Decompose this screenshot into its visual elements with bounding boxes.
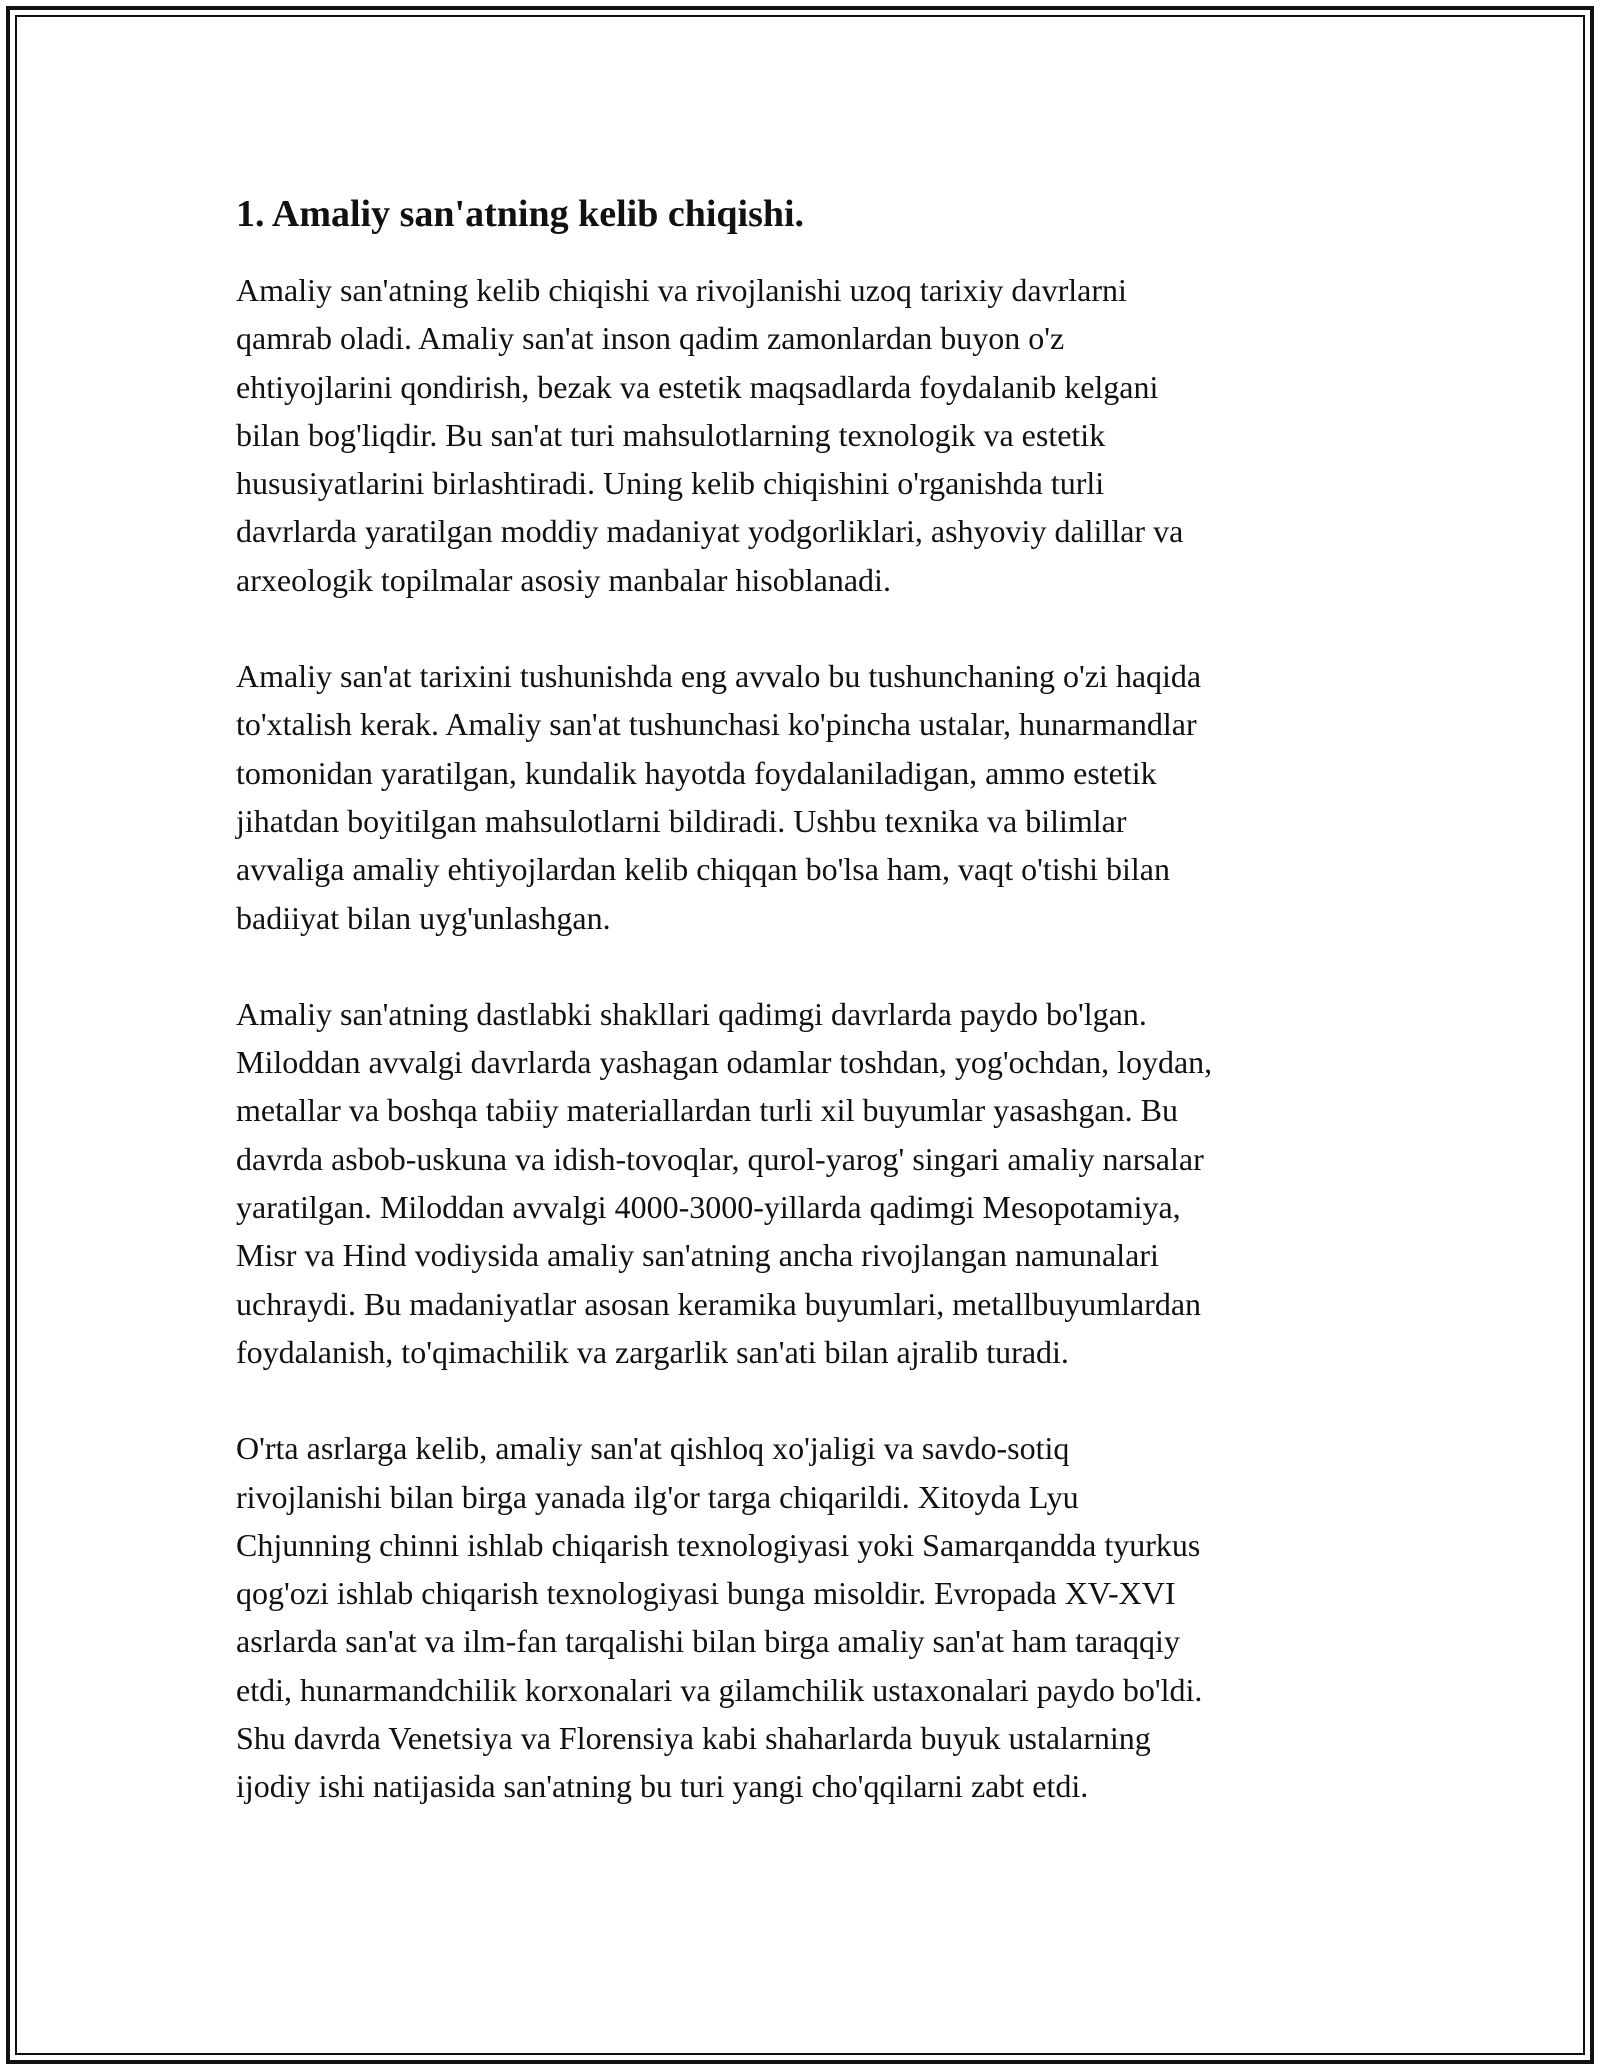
paragraph xyxy=(236,1424,1366,1810)
paragraph-line: ehtiyojlarini qondirish, bezak va estetik maqsadlarda foydalanib kelgani xyxy=(236,368,1159,405)
paragraph-line: bilan bog'liqdir. Bu san'at turi mahsulotlarning texnologik va estetik xyxy=(236,416,1106,453)
paragraph-list xyxy=(236,266,1366,1811)
paragraph-line: ijodiy ishi natijasida san'atning bu turi yangi cho'qqilarni zabt etdi. xyxy=(236,1768,1089,1805)
paragraph-line: tomonidan yaratilgan, kundalik hayotda foydalaniladigan, ammo estetik xyxy=(236,754,1157,791)
paragraph-line: davrlarda yaratilgan moddiy madaniyat yodgorliklari, ashyoviy dalillar va xyxy=(236,513,1184,550)
paragraph-line: Miloddan avvalgi davrlarda yashagan odamlar toshdan, yog'ochdan, loydan, xyxy=(236,1044,1213,1081)
paragraph-line: qog'ozi ishlab chiqarish texnologiyasi bunga misoldir. Evropada XV-XVI xyxy=(236,1575,1176,1612)
document-body xyxy=(236,186,1366,1811)
paragraph-line: foydalanish, to'qimachilik va zargarlik san'ati bilan ajralib turadi. xyxy=(236,1333,1069,1370)
section-title: 1. Amaliy san'atning kelib chiqishi. xyxy=(236,193,805,235)
paragraph-line: O'rta asrlarga kelib, amaliy san'at qishloq xo'jaligi va savdo-sotiq xyxy=(236,1430,1070,1467)
paragraph-line: qamrab oladi. Amaliy san'at inson qadim zamonlardan buyon o'z xyxy=(236,320,1065,357)
paragraph-line: to'xtalish kerak. Amaliy san'at tushunchasi ko'pincha ustalar, hunarmandlar xyxy=(236,706,1197,743)
paragraph-line: Chjunning chinni ishlab chiqarish texnologiyasi yoki Samarqandda tyurkus xyxy=(236,1526,1201,1563)
paragraph-line: davrda asbob-uskuna va idish-tovoqlar, qurol-yarog' singari amaliy narsalar xyxy=(236,1140,1204,1177)
paragraph xyxy=(236,266,1366,604)
paragraph xyxy=(236,990,1366,1376)
paragraph-line: Amaliy san'atning dastlabki shakllari qadimgi davrlarda paydo bo'lgan. xyxy=(236,995,1147,1032)
paragraph-line: asrlarda san'at va ilm-fan tarqalishi bilan birga amaliy san'at ham taraqqiy xyxy=(236,1623,1180,1660)
paragraph-line: Amaliy san'at tarixini tushunishda eng avvalo bu tushunchaning o'zi haqida xyxy=(236,658,1202,695)
paragraph xyxy=(236,652,1366,942)
paragraph-line: etdi, hunarmandchilik korxonalari va gilamchilik ustaxonalari paydo bo'ldi. xyxy=(236,1671,1203,1708)
paragraph-line: Shu davrda Venetsiya va Florensiya kabi shaharlarda buyuk ustalarning xyxy=(236,1720,1151,1757)
paragraph-line: metallar va boshqa tabiiy materiallardan turli xil buyumlar yasashgan. Bu xyxy=(236,1092,1178,1129)
paragraph-line: hususiyatlarini birlashtiradi. Uning kelib chiqishini o'rganishda turli xyxy=(236,465,1105,502)
paragraph-line: badiiyat bilan uyg'unlashgan. xyxy=(236,899,611,936)
paragraph-line: avvaliga amaliy ehtiyojlardan kelib chiqqan bo'lsa ham, vaqt o'tishi bilan xyxy=(236,851,1170,888)
paragraph-line: Amaliy san'atning kelib chiqishi va rivojlanishi uzoq tarixiy davrlarni xyxy=(236,272,1127,308)
paragraph-line: rivojlanishi bilan birga yanada ilg'or targa chiqarildi. Xitoyda Lyu xyxy=(236,1478,1079,1515)
paragraph-line: arxeologik topilmalar asosiy manbalar hisoblanadi. xyxy=(236,561,891,598)
paragraph-line: uchraydi. Bu madaniyatlar asosan keramika buyumlari, metallbuyumlardan xyxy=(236,1285,1202,1322)
paragraph-line: jihatdan boyitilgan mahsulotlarni bildiradi. Ushbu texnika va bilimlar xyxy=(236,802,1127,839)
paragraph-line: Misr va Hind vodiysida amaliy san'atning ancha rivojlangan namunalari xyxy=(236,1237,1159,1274)
paragraph-line: yaratilgan. Miloddan avvalgi 4000-3000-yillarda qadimgi Mesopotamiya, xyxy=(236,1189,1181,1226)
